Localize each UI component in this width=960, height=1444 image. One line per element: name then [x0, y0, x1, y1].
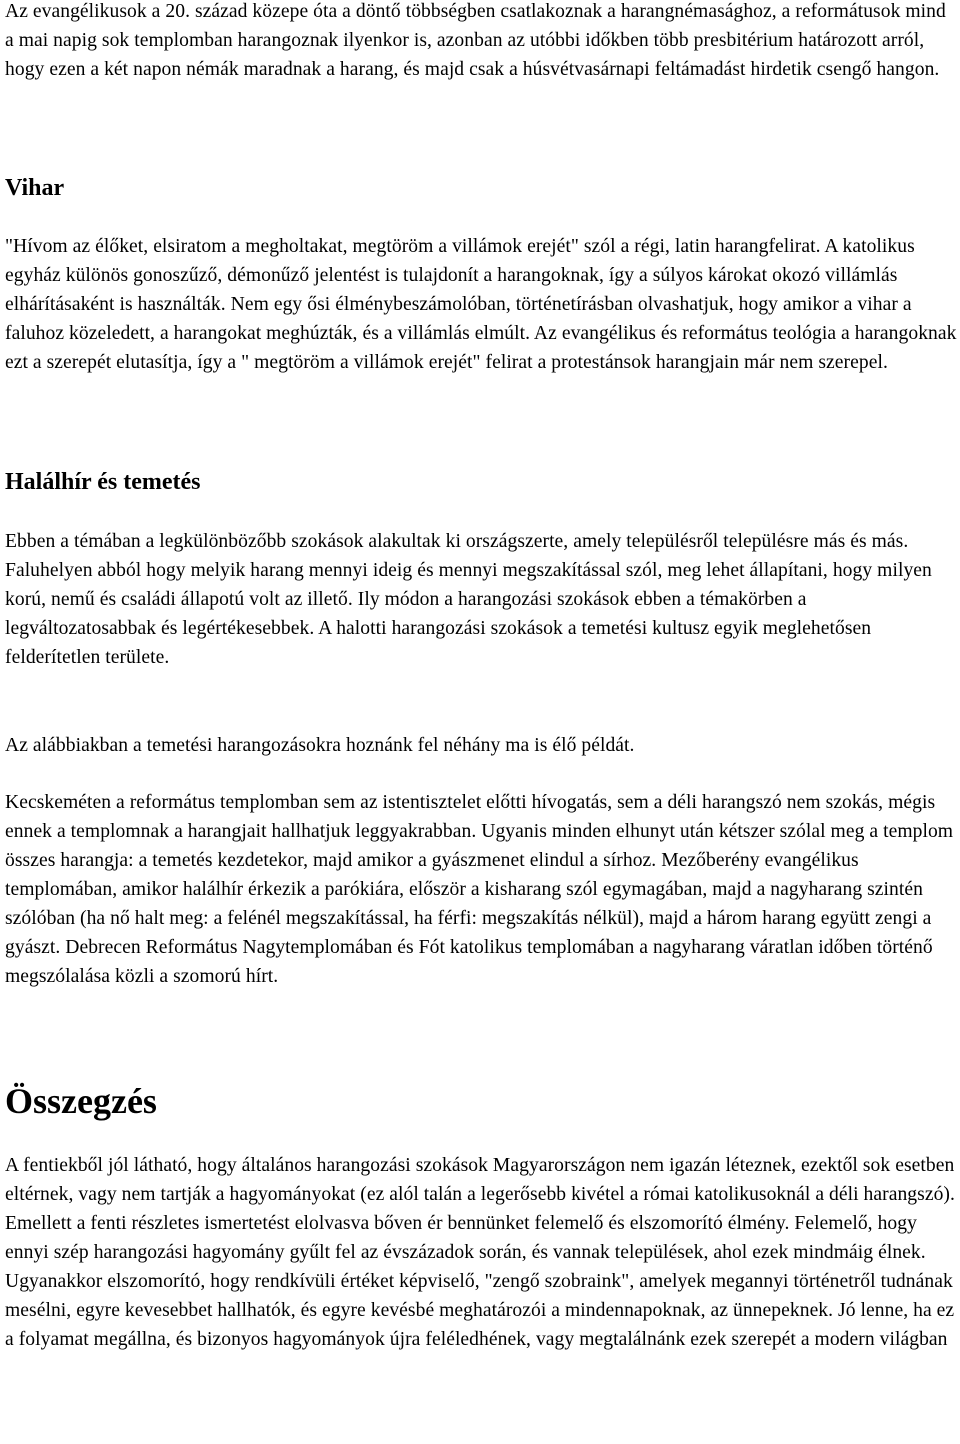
section-heading-osszegzes: Összegzés: [5, 1081, 157, 1121]
section-heading-vihar: Vihar: [5, 175, 65, 201]
osszegzes-paragraph: A fentiekből jól látható, hogy általános harangozási szokások Magyarországon nem igazán léteznek, ezektől sok esetben eltérnek, vagy nem tartják a hagyományokat (ez alól talán a legerősebb kivétel a római katolikusoknál a déli harangszó). Emellett a fenti részletes ismertetést elolvasva bőven ér bennünket felemelő és elszomorító élmény. Felemelő, hogy ennyi szép harangozási hagyomány gyűlt fel az évszázadok során, és vannak települések, ahol ezek mindmáig élnek. Ugyanakkor elszomorító, hogy rendkívüli értéket képviselő, "zengő szobraink", amelyek megannyi történetről tudnának mesélni, egyre kevesebbet hallhatók, és egyre kevésbé meghatározói a mindennapoknak, az ünnepeknek. Jó lenne, ha ez a folyamat megállna, és bizonyos hagyományok újra feléledhének, vagy megtalálnánk ezek szerepét a modern világban: [5, 1155, 955, 1350]
halalhir-paragraph-2: Az alábbiakban a temetési harangozásokra hoznánk fel néhány ma is élő példát.: [5, 735, 635, 756]
section-heading-halalhir: Halálhír és temetés: [5, 469, 201, 495]
halalhir-paragraph-3: Kecskeméten a református templomban sem az istentisztelet előtti hívogatás, sem a déli harangszó nem szokás, mégis ennek a templomnak a harangjait hallhatjuk leggyakrabban. Ugyanis minden elhunyt után kétszer szólal meg a templom összes harangja: a temetés kezdetekor, majd amikor a gyászmenet elindul a sírhoz. Mezőberény evangélikus templomában, amikor halálhír érkezik a parókiára, először a kisharang szól egymagában, majd a nagyharang szintén szólóban (ha nő halt meg: a felénél megszakítással, ha férfi: megszakítás nélkül), majd a három harang együtt zengi a gyászt. Debrecen Református Nagytemplomában és Fót katolikus templomában a nagyharang váratlan időben történő megszólalása közli a szomorú hírt.: [5, 792, 954, 987]
intro-paragraph: Az evangélikusok a 20. század közepe óta a döntő többségben csatlakoznak a harangnémasághoz, a reformátusok mind a mai napig sok templomban harangoznak ilyenkor is, azonban az utóbbi időkben több presbitérium határozott arról, hogy ezen a két napon némák maradnak a harang, és majd csak a húsvétvasárnapi feltámadást hirdetik csengő hangon.: [5, 1, 946, 80]
halalhir-paragraph-1: Ebben a témában a legkülönbözőbb szokások alakultak ki országszerte, amely településről településre más és más. Faluhelyen abból hogy melyik harang mennyi ideig és mennyi megszakítással szól, meg lehet állapítani, hogy milyen korú, nemű és családi állapotú volt az illető. Ily módon a harangozási szokások ebben a témakörben a legváltozatosabbak és legértékesebbek. A halotti harangozási szokások a temetési kultusz egyik meglehetősen felderítetlen területe.: [5, 531, 932, 668]
vihar-paragraph: "Hívom az élőket, elsiratom a megholtakat, megtöröm a villámok erejét" szól a régi, latin harangfelirat. A katolikus egyház különös gonoszűző, démonűző jelentést is tulajdonít a harangoknak, így a súlyos károkat okozó villámlás elhárításaként is használták. Nem egy ősi élménybeszámolóban, történetírásban olvashatjuk, hogy amikor a vihar a faluhoz közeledett, a harangokat meghúzták, és a villámlás elmúlt. Az evangélikus és református teológia a harangoknak ezt a szerepét elutasítja, így a " megtöröm a villámok erejét" felirat a protestánsok harangjain már nem szerepel.: [5, 236, 957, 373]
